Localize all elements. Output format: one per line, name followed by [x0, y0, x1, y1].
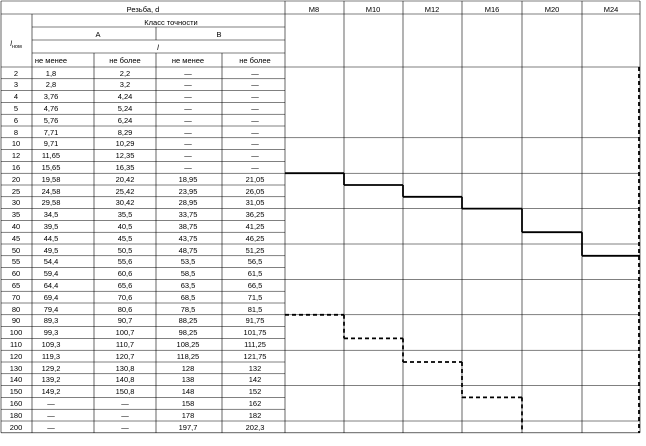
tolerance-cell: 36,25 [245, 210, 265, 220]
tolerance-cell: 25,42 [115, 186, 135, 196]
nominal-length-cell: 25 [11, 186, 21, 196]
tolerance-cell: 56,5 [247, 257, 263, 267]
nominal-length-cell: 110 [10, 339, 22, 349]
nominal-length-cell: 60 [11, 269, 21, 279]
tolerance-cell: 2,8 [45, 80, 57, 90]
tolerance-cell: 88,25 [178, 316, 198, 326]
nominal-length-cell: 65 [11, 280, 21, 290]
tolerance-cell: 55,6 [117, 257, 133, 267]
l-nominal-header [10, 40, 22, 51]
tolerance-cell: 4,24 [117, 92, 133, 102]
size-m12-header: M12 [424, 5, 440, 14]
tolerance-cell: 129,2 [41, 363, 61, 373]
tolerance-cell: 162 [248, 398, 262, 408]
tolerance-cell: — [251, 115, 259, 125]
tolerance-cell: 50,5 [117, 245, 133, 255]
nominal-length-cell: 70 [11, 292, 21, 302]
tolerance-cell: 31,05 [245, 198, 265, 208]
tolerance-cell: — [184, 151, 192, 161]
tolerance-cell: 33,75 [178, 210, 198, 220]
tolerance-cell: — [251, 162, 259, 172]
tolerance-cell: 80,6 [117, 304, 133, 314]
tolerance-cell: 101,75 [243, 328, 267, 338]
tolerance-cell: 48,75 [178, 245, 198, 255]
size-m16-header: M16 [484, 5, 500, 14]
tolerance-cell: 3,2 [119, 80, 131, 90]
tolerance-cell: 20,42 [115, 174, 135, 184]
size-m10-header: M10 [365, 5, 381, 14]
tolerance-cell: 132 [248, 363, 262, 373]
tolerance-cell: — [121, 398, 129, 408]
nominal-length-cell: 45 [11, 233, 21, 243]
nominal-length-cell: 160 [9, 398, 23, 408]
tolerance-cell: 21,05 [245, 174, 265, 184]
tolerance-cell: 44,5 [43, 233, 59, 243]
tolerance-cell: 40,5 [117, 221, 133, 231]
tolerance-cell: 15,65 [41, 162, 61, 172]
tolerance-cell: 109,3 [41, 339, 61, 349]
tolerance-cell: 39,5 [43, 221, 59, 231]
tolerance-cell: 59,4 [43, 269, 59, 279]
tolerance-cell: — [251, 103, 259, 113]
nominal-length-cell: 180 [9, 410, 23, 420]
tolerance-cell: 78,5 [180, 304, 196, 314]
l-nominal-main: l [10, 39, 12, 48]
tolerance-cell: 120,7 [115, 351, 135, 361]
tolerance-cell: — [184, 115, 192, 125]
tolerance-cell: 60,6 [117, 269, 133, 279]
tolerance-cell: 65,6 [117, 280, 133, 290]
tolerance-cell: 99,3 [43, 328, 59, 338]
nominal-length-cell: 35 [11, 210, 21, 220]
tolerance-cell: 110,7 [115, 339, 135, 349]
tolerance-cell: 79,4 [43, 304, 59, 314]
tolerance-cell: 68,5 [180, 292, 196, 302]
tolerance-cell: 100,7 [115, 328, 135, 338]
nominal-length-cell: 200 [9, 422, 23, 432]
nominal-length-cell: 16 [11, 162, 21, 172]
tolerance-cell: 30,42 [115, 198, 135, 208]
tolerance-cell: 58,5 [180, 269, 196, 279]
tolerance-cell: — [47, 398, 55, 408]
size-m20-header: M20 [544, 5, 560, 14]
tolerance-cell: 4,76 [43, 103, 59, 113]
accuracy-class-header: Класс точности [144, 18, 198, 27]
tolerance-cell: 89,3 [43, 316, 59, 326]
tolerance-cell: — [251, 127, 259, 137]
tolerance-cell: 26,05 [245, 186, 265, 196]
tolerance-cell: — [184, 92, 192, 102]
tolerance-cell: 43,75 [178, 233, 198, 243]
tolerance-cell: 138 [181, 375, 195, 385]
tolerance-cell: — [184, 103, 192, 113]
tolerance-cell: 71,5 [247, 292, 263, 302]
tolerance-cell: 66,5 [247, 280, 263, 290]
tolerance-cell: 5,24 [117, 103, 133, 113]
tolerance-cell: 28,95 [178, 198, 198, 208]
nominal-length-cell: 140 [9, 375, 23, 385]
tolerance-cell: 69,4 [43, 292, 59, 302]
tolerance-cell: 128 [181, 363, 195, 373]
tolerance-cell: 150,8 [115, 387, 135, 397]
tolerance-cell: — [251, 80, 259, 90]
tolerance-cell: 51,25 [245, 245, 265, 255]
tolerance-cell: 98,25 [178, 328, 198, 338]
nominal-length-cell: 2 [13, 68, 19, 78]
tolerance-cell: — [251, 68, 259, 78]
class-a-header: A [95, 30, 101, 39]
tolerance-cell: 118,25 [176, 351, 200, 361]
tolerance-cell: 9,71 [43, 139, 59, 149]
tolerance-cell: 38,75 [178, 221, 198, 231]
tolerance-cell: 81,5 [247, 304, 263, 314]
nominal-length-cell: 8 [13, 127, 19, 137]
a-min-header: не менее [34, 56, 68, 65]
tolerance-cell: — [184, 162, 192, 172]
tolerance-cell: 53,5 [180, 257, 196, 267]
tolerance-cell: 111,25 [244, 339, 266, 349]
tolerance-cell: 178 [181, 410, 195, 420]
tolerance-cell: 130,8 [115, 363, 135, 373]
tolerance-cell: 5,76 [43, 115, 59, 125]
tolerance-cell: 11,65 [41, 151, 61, 161]
tolerance-cell: 158 [181, 398, 195, 408]
tolerance-cell: 121,75 [243, 351, 267, 361]
tolerance-cell: — [251, 151, 259, 161]
class-b-header: B [216, 30, 222, 39]
nominal-length-cell: 50 [11, 245, 21, 255]
tolerance-cell: 202,3 [245, 422, 265, 432]
tolerance-cell: 1,8 [45, 68, 57, 78]
tolerance-cell: 18,95 [178, 174, 198, 184]
nominal-length-cell: 5 [13, 103, 19, 113]
tolerance-cell: — [184, 68, 192, 78]
tolerance-cell: 64,4 [43, 280, 59, 290]
nominal-length-cell: 6 [13, 115, 19, 125]
tolerance-cell: 91,75 [245, 316, 265, 326]
tolerance-cell: 148 [181, 387, 195, 397]
tolerance-cell: 54,4 [43, 257, 59, 267]
l-nominal-sub: ном [11, 44, 22, 50]
tolerance-cell: 41,25 [245, 221, 265, 231]
tolerance-cell: 34,5 [43, 210, 59, 220]
tolerance-cell: 7,71 [43, 127, 59, 137]
tolerance-cell: 45,5 [117, 233, 133, 243]
tolerance-cell: — [121, 410, 129, 420]
nominal-length-cell: 55 [11, 257, 21, 267]
tolerance-cell: — [47, 422, 55, 432]
tolerance-cell: 108,25 [176, 339, 200, 349]
tolerance-cell: 63,5 [180, 280, 196, 290]
tolerance-cell: — [184, 139, 192, 149]
nominal-length-cell: 120 [9, 351, 23, 361]
tolerance-cell: 140,8 [115, 375, 135, 385]
tolerance-cell: — [47, 410, 55, 420]
nominal-length-cell: 20 [11, 174, 21, 184]
nominal-length-cell: 90 [11, 316, 21, 326]
nominal-length-cell: 100 [9, 328, 23, 338]
nominal-length-cell: 4 [13, 92, 19, 102]
nominal-length-cell: 80 [11, 304, 21, 314]
tolerance-cell: 16,35 [115, 162, 135, 172]
tolerance-cell: 46,25 [245, 233, 265, 243]
tolerance-cell: 142 [248, 375, 262, 385]
tolerance-cell: 90,7 [117, 316, 133, 326]
tolerance-cell: 3,76 [43, 92, 59, 102]
nominal-length-cell: 130 [9, 363, 23, 373]
tolerance-cell: 8,29 [117, 127, 133, 137]
tolerance-cell: 152 [248, 387, 262, 397]
size-m24-header: M24 [603, 5, 619, 14]
tolerance-cell: 10,29 [115, 139, 135, 149]
tolerance-cell: 35,5 [117, 210, 133, 220]
b-min-header: не менее [171, 56, 205, 65]
tolerance-cell: 149,2 [41, 387, 61, 397]
tolerance-cell: 119,3 [41, 351, 61, 361]
thread-header: Резьба, d [126, 5, 160, 14]
tolerance-cell: 29,58 [41, 198, 61, 208]
tolerance-cell: 12,35 [115, 151, 135, 161]
tolerance-cell: 2,2 [119, 68, 131, 78]
tolerance-cell: 19,58 [41, 174, 61, 184]
tolerance-cell: — [251, 92, 259, 102]
tolerance-cell: 6,24 [117, 115, 133, 125]
tolerance-cell: — [184, 80, 192, 90]
nominal-length-cell: 12 [11, 151, 21, 161]
nominal-length-cell: 3 [13, 80, 19, 90]
tolerance-cell: — [251, 139, 259, 149]
a-max-header: не более [109, 56, 141, 65]
nominal-length-cell: 30 [11, 198, 21, 208]
l-symbol-header: l [157, 43, 159, 52]
size-m8-header: M8 [308, 5, 320, 14]
tolerance-cell: 182 [248, 410, 262, 420]
b-max-header: не более [239, 56, 271, 65]
tolerance-cell: 23,95 [178, 186, 198, 196]
tolerance-cell: — [184, 127, 192, 137]
tolerance-cell: 70,6 [117, 292, 133, 302]
tolerance-cell: 61,5 [247, 269, 263, 279]
nominal-length-cell: 150 [9, 387, 23, 397]
tolerance-cell: 24,58 [41, 186, 61, 196]
tolerance-cell: 49,5 [43, 245, 59, 255]
tolerance-cell: 139,2 [41, 375, 61, 385]
nominal-length-cell: 40 [11, 221, 21, 231]
tolerance-cell: 197,7 [178, 422, 198, 432]
nominal-length-cell: 10 [11, 139, 21, 149]
tolerance-cell: — [121, 422, 129, 432]
